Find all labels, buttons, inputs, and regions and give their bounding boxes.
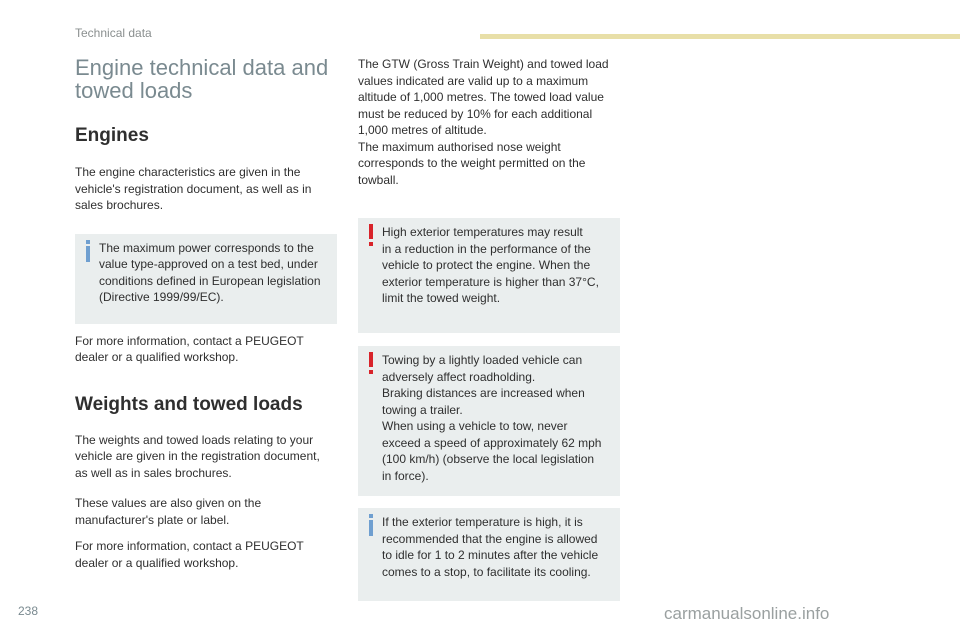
text-line: These values are also given on the: [75, 496, 262, 510]
engines-text: [75, 164, 337, 214]
text-line: must be reduced by 10% for each additional: [358, 106, 593, 121]
warning-icon: [366, 224, 376, 246]
plate-text: [75, 495, 337, 528]
info-icon: [83, 240, 93, 262]
info-icon: [366, 514, 376, 536]
right-column: [358, 56, 620, 601]
text-line: (100 km/h) (observe the local legislation: [382, 452, 595, 466]
page-title-line-1: Engine technical data and: [75, 55, 329, 80]
info-note-max-power: [75, 234, 337, 324]
warning-icon: [366, 352, 376, 374]
text-line: vehicle are given in the registration document,: [75, 449, 320, 463]
engines-heading: Engines: [75, 125, 149, 146]
text-line: For more information, contact a PEUGEOT: [75, 333, 304, 348]
text-line: exterior temperature is higher than 37°C,: [382, 274, 599, 289]
text-line: comes to a stop, to facilitate its cooling.: [382, 564, 591, 579]
weights-heading: Weights and towed loads: [75, 393, 303, 415]
gtw-text: [358, 56, 620, 188]
page-title-line-2: towed loads: [75, 78, 193, 103]
text-line: towball.: [358, 172, 399, 187]
text-line: values indicated are valid up to a maximum: [358, 73, 589, 88]
contact-text-2: [75, 538, 337, 571]
page-title: [75, 56, 337, 102]
text-line: conditions defined in European legislation: [99, 273, 321, 288]
text-line: 1,000 metres of altitude.: [358, 123, 487, 137]
text-line: The maximum power corresponds to the: [99, 240, 314, 255]
text-line: adversely affect roadholding.: [382, 369, 536, 384]
section-label: Technical data: [75, 26, 152, 40]
text-line: High exterior temperatures may result: [382, 225, 583, 239]
text-line: Braking distances are increased when: [382, 386, 585, 400]
warning-note-high-temperature: [358, 218, 620, 333]
text-line: limit the towed weight.: [382, 291, 501, 305]
text-line: dealer or a qualified workshop.: [75, 555, 239, 570]
text-line: If the exterior temperature is high, it is: [382, 515, 583, 529]
text-line: vehicle to protect the engine. When the: [382, 258, 591, 272]
text-line: as well as in sales brochures.: [75, 465, 232, 480]
text-line: (Directive 1999/99/EC).: [99, 290, 224, 304]
text-line: The weights and towed loads relating to your: [75, 432, 314, 447]
text-line: For more information, contact a PEUGEOT: [75, 539, 304, 553]
text-line: manufacturer's plate or label.: [75, 512, 230, 527]
text-line: corresponds to the weight permitted on the: [358, 156, 586, 170]
text-line: in force).: [382, 468, 429, 483]
text-line: dealer or a qualified workshop.: [75, 350, 239, 364]
watermark: carmanualsonline.info: [664, 604, 830, 623]
text-line: altitude of 1,000 metres. The towed load value: [358, 90, 604, 104]
text-line: The GTW (Gross Train Weight) and towed load: [358, 57, 609, 71]
text-line: The maximum authorised nose weight: [358, 139, 561, 154]
warning-note-towing: [358, 346, 620, 496]
page-number: 238: [18, 604, 39, 618]
text-line: When using a vehicle to tow, never: [382, 419, 568, 433]
text-line: towing a trailer.: [382, 402, 463, 417]
text-line: exceed a speed of approximately 62 mph: [382, 435, 602, 450]
text-line: The engine characteristics are given in the: [75, 165, 301, 179]
text-line: value type-approved on a test bed, under: [99, 257, 318, 271]
text-line: to idle for 1 to 2 minutes after the vehicle: [382, 548, 599, 562]
text-line: sales brochures.: [75, 198, 164, 212]
text-line: vehicle's registration document, as well as in: [75, 181, 312, 196]
weights-text: [75, 432, 337, 482]
contact-text-1: [75, 333, 337, 366]
text-line: recommended that the engine is allowed: [382, 531, 598, 546]
text-line: in a reduction in the performance of the: [382, 241, 591, 256]
header-accent-bar: [480, 34, 960, 39]
left-column: [75, 56, 337, 571]
info-note-engine-cooling: [358, 508, 620, 601]
text-line: Towing by a lightly loaded vehicle can: [382, 353, 583, 367]
